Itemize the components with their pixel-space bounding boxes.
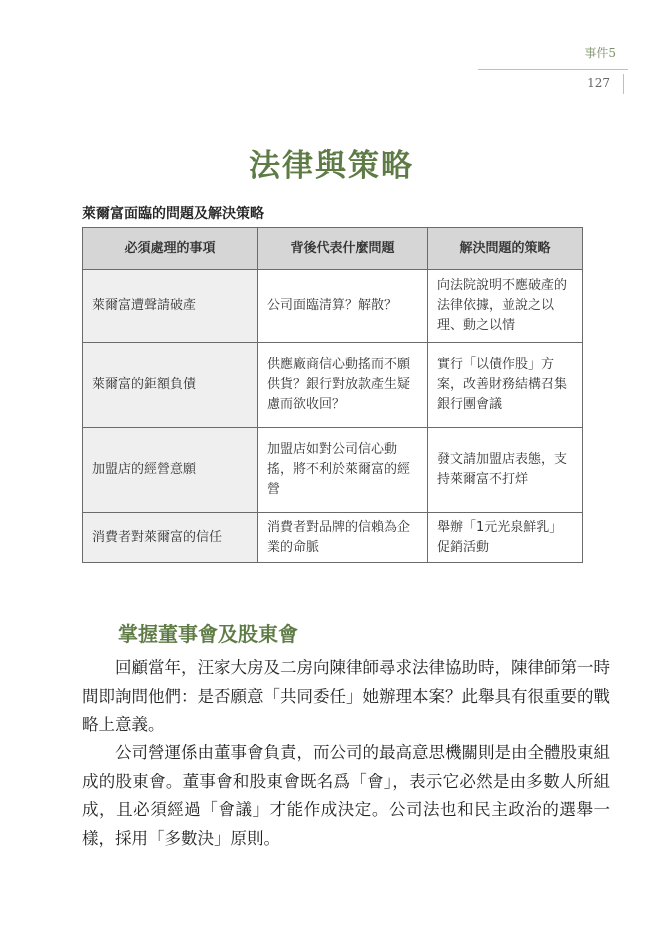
table-cell: 加盟店的經營意願 — [83, 428, 258, 513]
page-title: 法律與策略 — [249, 148, 414, 184]
section-heading: 掌握董事會及股東會 — [118, 622, 298, 646]
table-header-row — [83, 228, 583, 270]
table-cell: 加盟店如對公司信心動搖，將不利於萊爾富的經營 — [258, 428, 428, 513]
table-cell: 實行「以債作股」方案，改善財務結構召集銀行團會議 — [428, 343, 583, 428]
table-cell: 萊爾富的鉅額負債 — [83, 343, 258, 428]
table-cell: 萊爾富遭聲請破產 — [83, 270, 258, 343]
column-header: 必須處理的事項 — [83, 228, 258, 270]
table-caption: 萊爾富面臨的問題及解決策略 — [82, 206, 264, 222]
strategy-table — [82, 227, 583, 563]
body-paragraph: 回顧當年，汪家大房及二房向陳律師尋求法律協助時，陳律師第一時間即詢問他們：是否願意「共同委任」她辦理本案？此舉具有很重要的戰略上意義。 — [82, 658, 610, 734]
table-cell: 消費者對品牌的信賴為企業的命脈 — [258, 513, 428, 563]
table-row — [83, 270, 583, 343]
table-row — [83, 343, 583, 428]
running-head: 事件5 — [478, 44, 628, 70]
header-rule — [623, 74, 624, 94]
table-cell: 向法院說明不應破產的法律依據，並說之以理、動之以情 — [428, 270, 583, 343]
table-cell: 供應廠商信心動搖而不願供貨？銀行對放款產生疑慮而欲收回？ — [258, 343, 428, 428]
table-row — [83, 428, 583, 513]
table-cell: 公司面臨清算？解散？ — [258, 270, 428, 343]
column-header: 解決問題的策略 — [428, 228, 583, 270]
table-cell: 消費者對萊爾富的信任 — [83, 513, 258, 563]
page-number: 127 — [587, 76, 610, 90]
table-cell: 舉辦「1元光泉鮮乳」促銷活動 — [428, 513, 583, 563]
column-header: 背後代表什麼問題 — [258, 228, 428, 270]
table-row — [83, 513, 583, 563]
table-cell: 發文請加盟店表態，支持萊爾富不打烊 — [428, 428, 583, 513]
body-paragraph: 公司營運係由董事會負責，而公司的最高意思機關則是由全體股東組成的股東會。董事會和股東會既名爲「會」，表示它必然是由多數人所組成，且必須經過「會議」才能作成決定。公司法也和民主政治的選舉一樣，採用「多數決」原則。 — [82, 743, 610, 848]
